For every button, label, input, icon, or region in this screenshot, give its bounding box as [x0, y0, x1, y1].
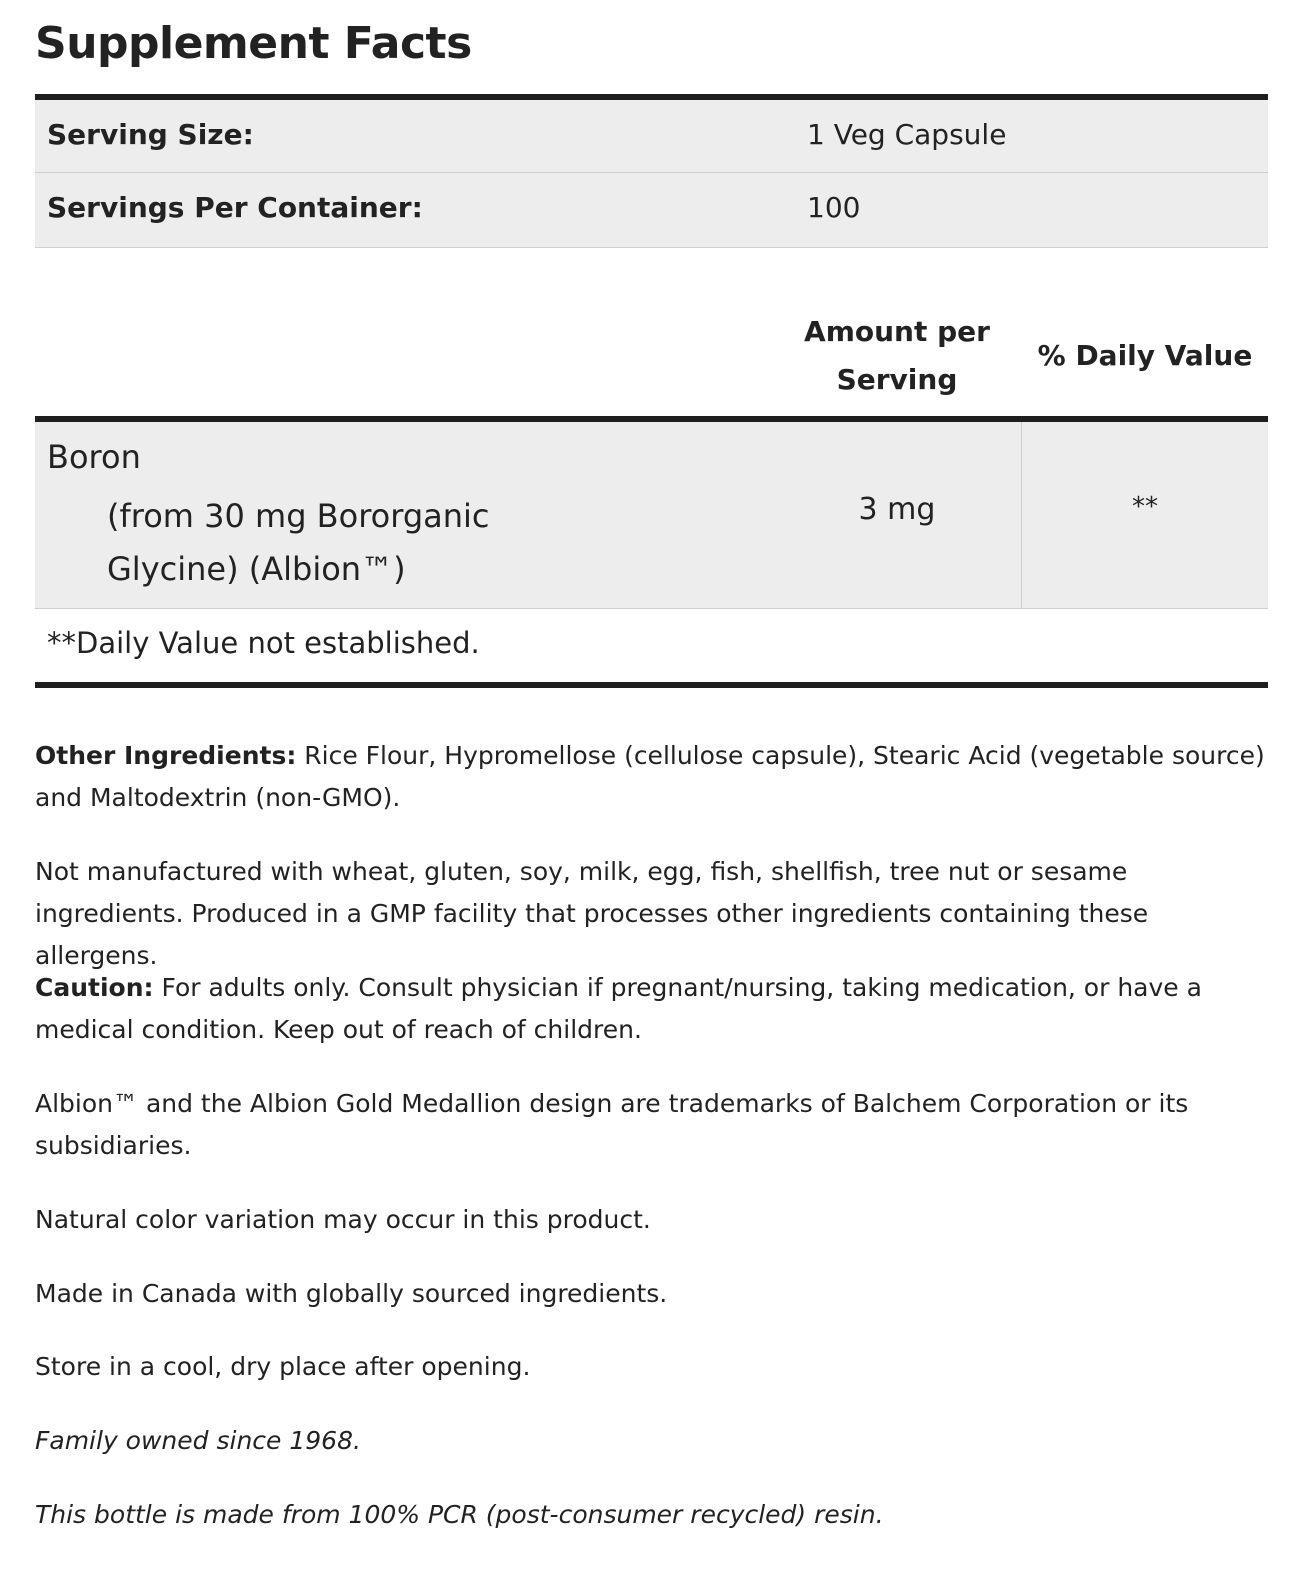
caution-text: For adults only. Consult physician if pregnant/nursing, taking medication, or have a medical condition. Keep out of reach of children.	[35, 973, 1202, 1044]
daily-value-header: % Daily Value	[1037, 339, 1253, 372]
nutrient-source-line2: Glycine) (Albion™)	[107, 550, 406, 588]
caution-statement	[35, 967, 1275, 1051]
daily-value-footnote: **Daily Value not established.	[47, 626, 480, 660]
storage-note: Store in a cool, dry place after opening.	[35, 1352, 531, 1381]
color-variation-note: Natural color variation may occur in this product.	[35, 1205, 651, 1234]
servings-per-container-label: Servings Per Container:	[47, 191, 423, 224]
amount-per-serving-header	[787, 308, 1007, 404]
amount-header-line1: Amount per	[804, 315, 990, 348]
serving-size-value: 1 Veg Capsule	[807, 118, 1007, 151]
nutrient-amount: 3 mg	[858, 492, 936, 527]
heavy-divider-bottom	[35, 682, 1268, 688]
other-ingredients-label: Other Ingredients:	[35, 741, 297, 770]
nutrient-name: Boron	[47, 438, 141, 476]
other-ingredients-text: Rice Flour, Hypromellose (cellulose capsule), Stearic Acid (vegetable source) and Maltodextrin (non-GMO).	[35, 741, 1265, 812]
nutrient-daily-value: **	[1132, 492, 1158, 522]
family-owned-note: Family owned since 1968.	[35, 1426, 361, 1455]
amount-header-line2: Serving	[836, 363, 958, 396]
other-ingredients	[35, 735, 1275, 819]
origin-note: Made in Canada with globally sourced ingredients.	[35, 1279, 668, 1308]
bottle-note: This bottle is made from 100% PCR (post-consumer recycled) resin.	[35, 1500, 884, 1529]
allergen-statement: Not manufactured with wheat, gluten, soy, milk, egg, fish, shellfish, tree nut or sesame ingredients. Produced in a GMP facility that processes other ingredients containing these allergens.	[35, 857, 1149, 970]
nutrient-row-boron	[35, 422, 1268, 609]
nutrient-source	[107, 490, 547, 596]
servings-per-container-row	[35, 173, 1268, 248]
nutrient-source-line1: (from 30 mg Bororganic	[107, 497, 490, 535]
serving-size-row	[35, 100, 1268, 173]
servings-per-container-value: 100	[807, 191, 861, 224]
page-title: Supplement Facts	[35, 18, 472, 69]
trademark-note: Albion™ and the Albion Gold Medallion design are trademarks of Balchem Corporation or its subsidiaries.	[35, 1089, 1189, 1160]
serving-size-label: Serving Size:	[47, 118, 254, 151]
caution-label: Caution:	[35, 973, 154, 1002]
